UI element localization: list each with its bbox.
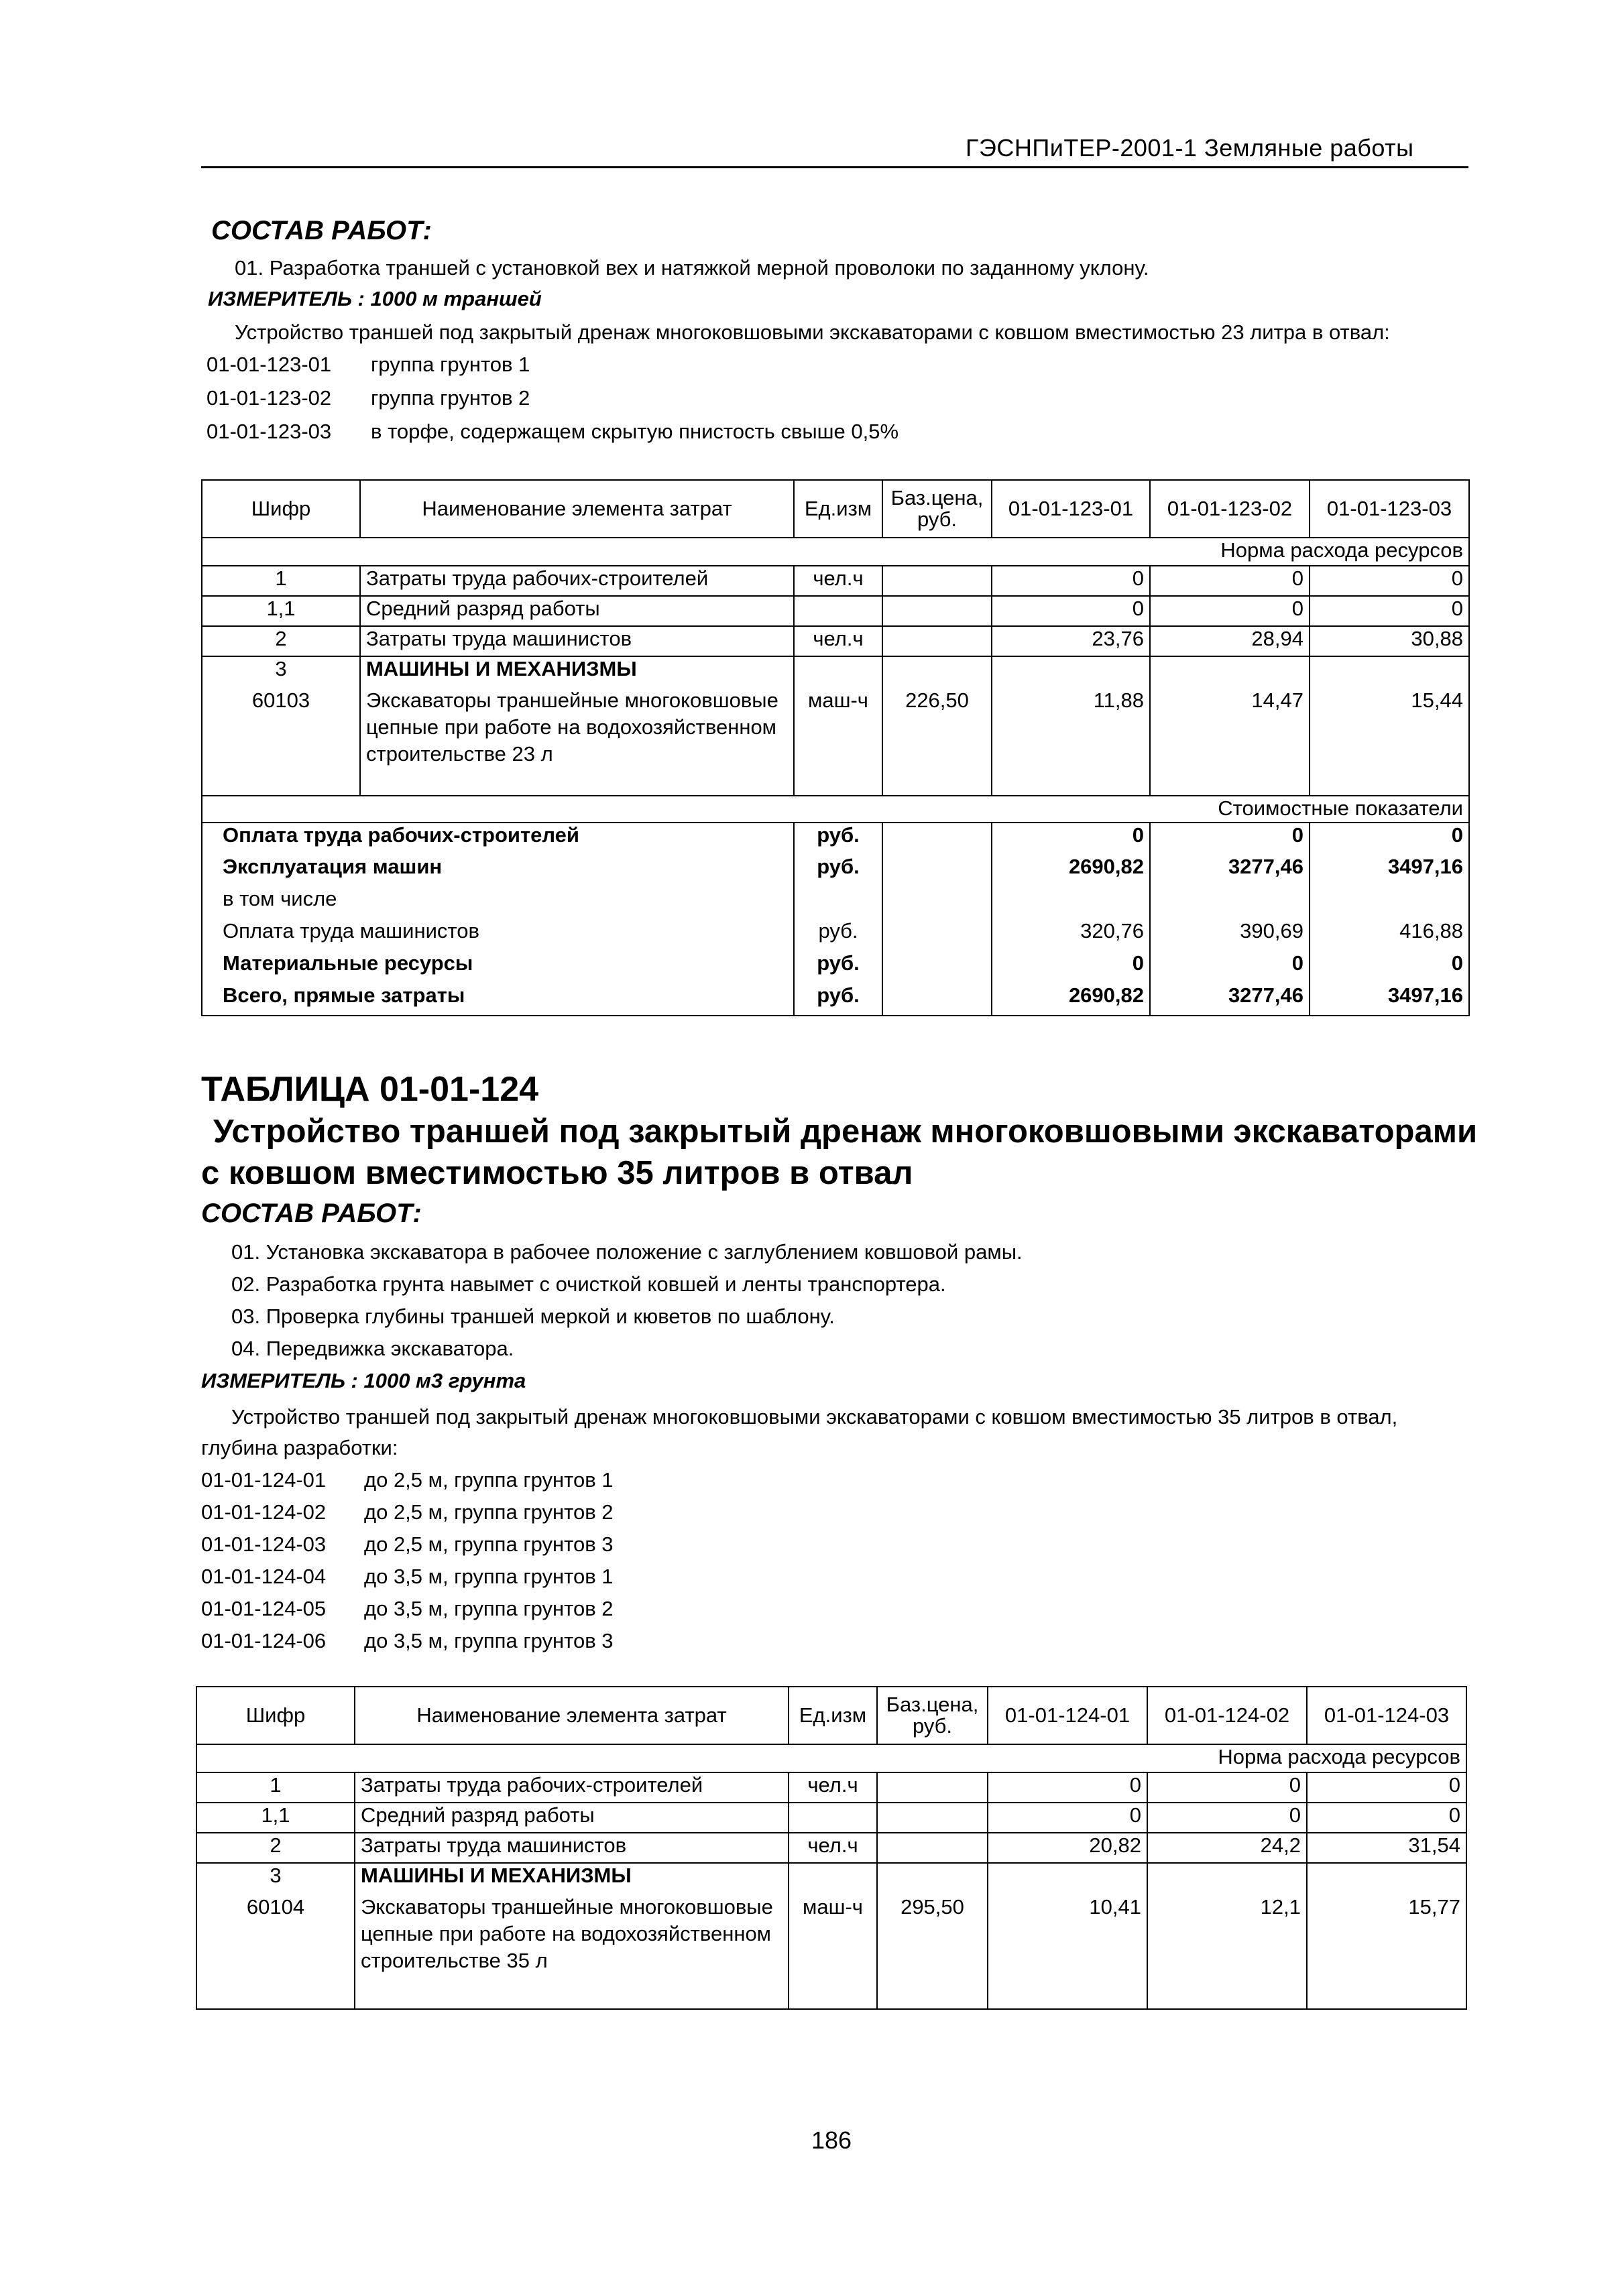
cell-unit — [794, 596, 882, 626]
cell-name: Затраты труда машинистов — [360, 626, 794, 656]
item-code: 01-01-124-05 — [201, 1597, 327, 1620]
cell-code: 2 — [202, 626, 360, 656]
page-number: 186 — [811, 2126, 852, 2154]
work-item: 04. Передвижка экскаватора. — [231, 1337, 514, 1360]
work-item: 01. Разработка траншей с установкой вех и натяжкой мерной проволоки по заданному уклону. — [235, 256, 1149, 280]
cell-value: 14,47 — [1150, 684, 1310, 796]
table-row — [202, 656, 1469, 684]
cost-value: 0 — [1150, 823, 1310, 855]
cost-value: 0 — [992, 951, 1150, 983]
cost-value: 390,69 — [1150, 919, 1310, 951]
col-header: 01-01-124-03 — [1307, 1687, 1466, 1744]
col-header: Ед.изм — [794, 480, 882, 538]
cost-row — [202, 855, 1469, 887]
cost-value: 2690,82 — [992, 983, 1150, 1016]
cell-value: 0 — [1147, 1803, 1307, 1833]
table-row — [202, 566, 1469, 596]
cell-value: 0 — [988, 1803, 1147, 1833]
cost-row — [202, 823, 1469, 855]
col-header: 01-01-124-02 — [1147, 1687, 1307, 1744]
table-row — [196, 1863, 1466, 1891]
cell-code: 1,1 — [202, 596, 360, 626]
intro-text: Устройство траншей под закрытый дренаж многоковшовыми экскаваторами с ковшом вместимостью 35 литров в отвал, — [231, 1405, 1398, 1429]
work-item: 02. Разработка грунта навымет с очисткой ковшей и ленты транспортера. — [231, 1272, 946, 1296]
col-header: Наименование элемента затрат — [360, 480, 794, 538]
cell-name: МАШИНЫ И МЕХАНИЗМЫ — [360, 656, 794, 684]
cost-name: Материальные ресурсы — [202, 951, 794, 983]
cost-row — [202, 983, 1469, 1016]
item-desc: в торфе, содержащем скрытую пнистость свыше 0,5% — [371, 420, 899, 443]
cell-value: 0 — [1150, 596, 1310, 626]
cost-value: 0 — [1150, 951, 1310, 983]
cell-price — [877, 1833, 988, 1863]
cell-code: 60104 — [196, 1891, 355, 2009]
cell-value: 0 — [992, 566, 1150, 596]
col-header: 01-01-123-03 — [1310, 480, 1469, 538]
cell-value: 0 — [992, 596, 1150, 626]
cost-unit: руб. — [794, 951, 882, 983]
item-code: 01-01-123-02 — [207, 386, 332, 410]
cell-unit: маш-ч — [789, 1891, 877, 2009]
cell-value: 0 — [1307, 1803, 1466, 1833]
item-code: 01-01-123-03 — [207, 420, 332, 443]
cell-price: 226,50 — [882, 684, 992, 796]
cell-code: 3 — [202, 656, 360, 684]
cell-unit: чел.ч — [789, 1833, 877, 1863]
cell-name: Средний разряд работы — [355, 1803, 789, 1833]
cell-value: 10,41 — [988, 1891, 1147, 2009]
cost-label: Стоимостные показатели — [202, 796, 1469, 823]
cell-code: 2 — [196, 1833, 355, 1863]
cost-name: в том числе — [202, 887, 794, 919]
cost-name: Эксплуатация машин — [202, 855, 794, 887]
cost-value: 0 — [1310, 823, 1469, 855]
works-heading: СОСТАВ РАБОТ: — [211, 216, 432, 245]
cell-name: Экскаваторы траншейные многоковшовые цепные при работе на водохозяйственном строительстве 23 л — [360, 684, 794, 796]
cell-unit — [789, 1803, 877, 1833]
item-desc: до 2,5 м, группа грунтов 2 — [364, 1500, 614, 1524]
cell-price — [882, 596, 992, 626]
cost-value: 3497,16 — [1310, 983, 1469, 1016]
cell-value: 20,82 — [988, 1833, 1147, 1863]
cell-code: 1 — [202, 566, 360, 596]
cell-value: 15,77 — [1307, 1891, 1466, 2009]
cell-unit: чел.ч — [794, 626, 882, 656]
table-row — [196, 1772, 1466, 1803]
cell-name: Затраты труда рабочих-строителей — [355, 1772, 789, 1803]
col-header: 01-01-123-02 — [1150, 480, 1310, 538]
cell-unit: чел.ч — [794, 566, 882, 596]
running-header: ГЭСНПиТЕР-2001-1 Земляные работы — [966, 134, 1414, 162]
col-header: Баз.цена, руб. — [877, 1687, 988, 1744]
cell-value: 0 — [1310, 596, 1469, 626]
item-desc: до 3,5 м, группа грунтов 2 — [364, 1597, 614, 1620]
cell-name: Затраты труда машинистов — [355, 1833, 789, 1863]
cell-name: Средний разряд работы — [360, 596, 794, 626]
resource-table-123 — [201, 479, 1470, 1016]
cell-value: 31,54 — [1307, 1833, 1466, 1863]
cell-code: 60103 — [202, 684, 360, 796]
cost-unit: руб. — [794, 823, 882, 855]
item-code: 01-01-124-06 — [201, 1629, 327, 1652]
cell-unit: чел.ч — [789, 1772, 877, 1803]
cell-price — [882, 626, 992, 656]
works-heading: СОСТАВ РАБОТ: — [201, 1199, 422, 1228]
item-code: 01-01-124-04 — [201, 1565, 327, 1588]
meter-label: ИЗМЕРИТЕЛЬ : 1000 м3 грунта — [201, 1369, 526, 1392]
cell-value: 30,88 — [1310, 626, 1469, 656]
cell-price — [882, 566, 992, 596]
work-item: 01. Установка экскаватора в рабочее положение с заглублением ковшовой рамы. — [231, 1240, 1023, 1264]
item-desc: до 2,5 м, группа грунтов 3 — [364, 1532, 614, 1556]
norm-label: Норма расхода ресурсов — [202, 538, 1469, 566]
cell-unit: маш-ч — [794, 684, 882, 796]
item-code: 01-01-123-01 — [207, 353, 332, 376]
cost-row — [202, 951, 1469, 983]
cell-value: 0 — [1150, 566, 1310, 596]
item-desc: до 3,5 м, группа грунтов 1 — [364, 1565, 614, 1588]
section-title-line1: Устройство траншей под закрытый дренаж многоковшовыми экскаваторами — [213, 1113, 1478, 1150]
resource-table-124 — [196, 1686, 1467, 2010]
cell-value: 0 — [988, 1772, 1147, 1803]
cell-code: 1 — [196, 1772, 355, 1803]
cost-name: Оплата труда рабочих-строителей — [202, 823, 794, 855]
col-header: Шифр — [202, 480, 360, 538]
norm-label: Норма расхода ресурсов — [196, 1744, 1466, 1772]
cost-unit: руб. — [794, 855, 882, 887]
cell-price — [877, 1772, 988, 1803]
cell-value: 23,76 — [992, 626, 1150, 656]
table-row — [202, 626, 1469, 656]
cell-value: 0 — [1307, 1772, 1466, 1803]
item-code: 01-01-124-03 — [201, 1532, 327, 1556]
cost-unit: руб. — [794, 919, 882, 951]
table-title: ТАБЛИЦА 01-01-124 — [201, 1070, 539, 1109]
meter-label: ИЗМЕРИТЕЛЬ : 1000 м траншей — [208, 287, 542, 310]
cell-price: 295,50 — [877, 1891, 988, 2009]
item-desc: до 2,5 м, группа грунтов 1 — [364, 1468, 614, 1492]
cost-value: 0 — [992, 823, 1150, 855]
code-list — [201, 1468, 1207, 1669]
item-code: 01-01-124-02 — [201, 1500, 327, 1524]
section-title-line2: с ковшом вместимостью 35 литров в отвал — [201, 1155, 913, 1191]
cell-value: 11,88 — [992, 684, 1150, 796]
header-rule — [201, 166, 1468, 168]
item-code: 01-01-124-01 — [201, 1468, 327, 1492]
item-desc: группа грунтов 2 — [371, 386, 530, 410]
table-row — [196, 1833, 1466, 1863]
item-desc: группа грунтов 1 — [371, 353, 530, 376]
col-header: 01-01-124-01 — [988, 1687, 1147, 1744]
cell-name: Затраты труда рабочих-строителей — [360, 566, 794, 596]
cell-value: 24,2 — [1147, 1833, 1307, 1863]
cost-value: 3277,46 — [1150, 983, 1310, 1016]
cost-unit: руб. — [794, 983, 882, 1016]
cell-value: 12,1 — [1147, 1891, 1307, 2009]
cell-value: 0 — [1310, 566, 1469, 596]
cost-row — [202, 919, 1469, 951]
cost-name: Оплата труда машинистов — [202, 919, 794, 951]
table-row — [202, 684, 1469, 796]
col-header: Наименование элемента затрат — [355, 1687, 789, 1744]
col-header: Баз.цена, руб. — [882, 480, 992, 538]
code-list — [207, 353, 1212, 453]
cost-value: 2690,82 — [992, 855, 1150, 887]
cell-code: 3 — [196, 1863, 355, 1891]
table-row — [202, 596, 1469, 626]
intro-text: Устройство траншей под закрытый дренаж многоковшовыми экскаваторами с ковшом вместимостью 23 литра в отвал: — [235, 320, 1390, 344]
table-row — [196, 1803, 1466, 1833]
cost-value: 0 — [1310, 951, 1469, 983]
cost-value: 320,76 — [992, 919, 1150, 951]
col-header: Шифр — [196, 1687, 355, 1744]
cell-code: 1,1 — [196, 1803, 355, 1833]
cost-row — [202, 887, 1469, 919]
cost-name: Всего, прямые затраты — [202, 983, 794, 1016]
cell-name: Экскаваторы траншейные многоковшовые цепные при работе на водохозяйственном строительстве 35 л — [355, 1891, 789, 2009]
col-header: Ед.изм — [789, 1687, 877, 1744]
item-desc: до 3,5 м, группа грунтов 3 — [364, 1629, 614, 1652]
cost-value: 3497,16 — [1310, 855, 1469, 887]
cell-value: 15,44 — [1310, 684, 1469, 796]
col-header: 01-01-123-01 — [992, 480, 1150, 538]
cost-value: 416,88 — [1310, 919, 1469, 951]
cell-price — [877, 1803, 988, 1833]
cost-value: 3277,46 — [1150, 855, 1310, 887]
cell-name: МАШИНЫ И МЕХАНИЗМЫ — [355, 1863, 789, 1891]
intro-text: глубина разработки: — [201, 1436, 398, 1459]
table-row — [196, 1891, 1466, 2009]
cell-value: 0 — [1147, 1772, 1307, 1803]
cell-value: 28,94 — [1150, 626, 1310, 656]
work-item: 03. Проверка глубины траншей меркой и кюветов по шаблону. — [231, 1305, 835, 1328]
